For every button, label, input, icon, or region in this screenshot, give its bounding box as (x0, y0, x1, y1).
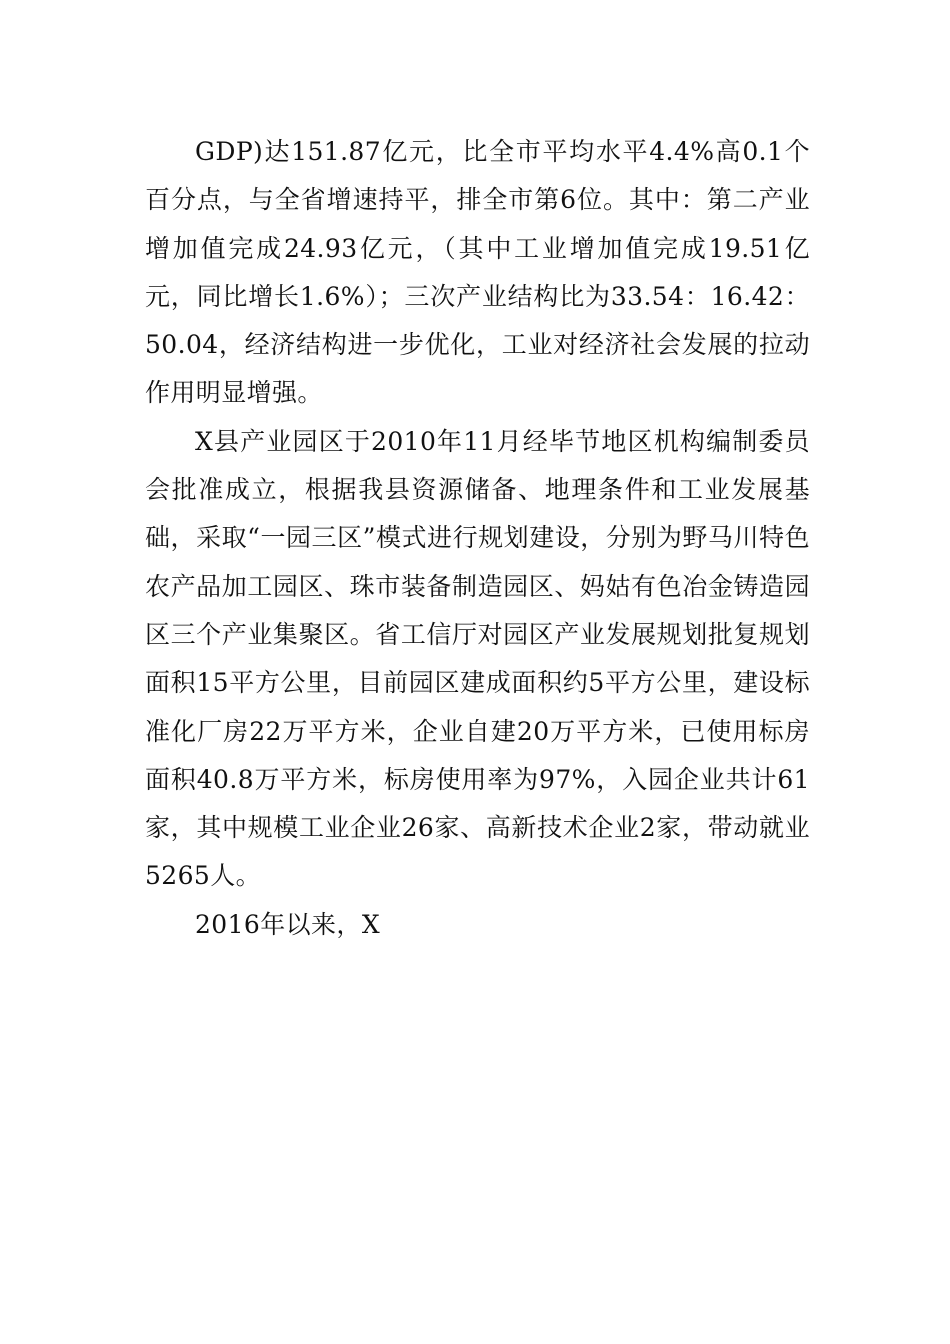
paragraph-industrial-park: X县产业园区于2010年11月经毕节地区机构编制委员会批准成立，根据我县资源储备、地理条件和工业发展基础，采取“一园三区”模式进行规划建设，分别为野马川特色农产品加工园区、珠市装备制造园区、妈姑有色冶金铸造园区三个产业集聚区。省工信厅对园区产业发展规划批复规划面积15平方公里，目前园区建成面积约5平方公里，建设标准化厂房22万平方米，企业自建20万平方米，已使用标房面积40.8万平方米，标房使用率为97%，入园企业共计61家，其中规模工业企业26家、高新技术企业2家，带动就业5265人。 (145, 426, 810, 891)
paragraph-economy: GDP)达151.87亿元，比全市平均水平4.4%高0.1个百分点，与全省增速持平，排全市第6位。其中：第二产业增加值完成24.93亿元，（其中工业增加值完成19.51亿元，同比增长1.6%）；三次产业结构比为33.54：16.42：50.04，经济结构进一步优化，工业对经济社会发展的拉动作用明显增强。 (145, 137, 810, 408)
paragraph-since-2016: 2016年以来，X (195, 909, 381, 939)
document-body (145, 128, 810, 949)
